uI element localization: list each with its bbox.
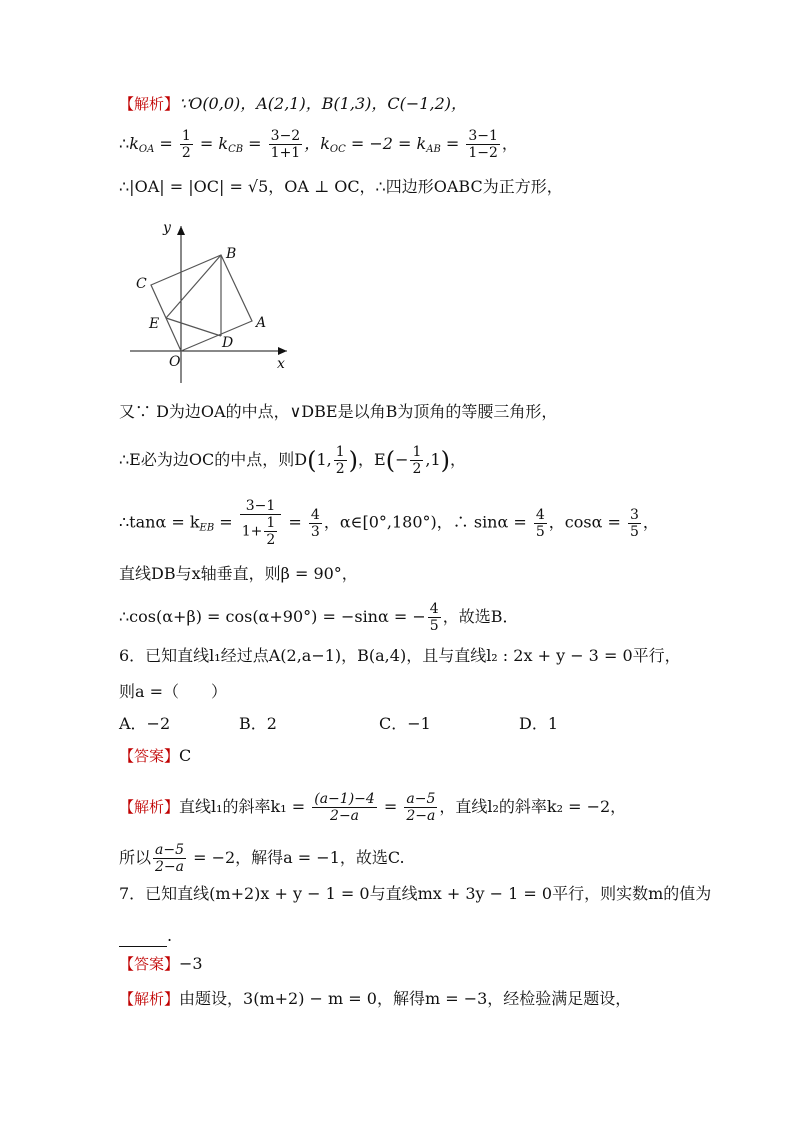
solution5-line7: 直线DB与x轴垂直，则β = 90°，: [119, 564, 358, 583]
analysis-tag: 【解析】: [119, 798, 180, 816]
point-e-y: ,1: [425, 450, 441, 469]
slope-subscript: EB: [199, 522, 215, 534]
question7-solution: [119, 988, 631, 1010]
fraction-cb: $\frac{3-2}{1+1}$: [270, 128, 301, 161]
midpoint-text: ∴E必为边OC的中点，则D: [119, 450, 308, 469]
solve-text: = −2，解得a = −1，故选C.: [188, 848, 405, 867]
slope-k-oc: ，k: [304, 134, 330, 153]
slope-k1: 直线l₁的斜率k₁ =: [179, 797, 311, 816]
comma: ，: [642, 512, 659, 532]
fraction-4-5: $\frac{4}{5}$: [535, 506, 545, 540]
question6-options: [119, 713, 639, 735]
cos-alpha: ，cosα =: [548, 512, 626, 532]
label-d: D: [222, 335, 234, 351]
square-oabc: [151, 255, 252, 351]
segment-be: [166, 255, 221, 318]
slope-subscript: AB: [426, 144, 441, 155]
fraction-4-5: $\frac{4}{5}$: [429, 601, 439, 634]
question6-answer: [119, 745, 191, 767]
minus: −: [395, 450, 409, 469]
answer-tag: 【答案】: [119, 747, 180, 765]
question6-solution2: [119, 842, 405, 875]
slope-subscript: OC: [329, 144, 346, 155]
slope-k2: ，直线l₂的斜率k₂ = −2，: [439, 797, 627, 816]
answer-value: −3: [179, 954, 203, 973]
fraction-half: $\frac{1}{2}$: [266, 515, 276, 548]
equals: =: [154, 134, 178, 153]
equals: =: [243, 134, 267, 153]
analysis-tag: 【解析】: [119, 95, 180, 113]
slope-k-ab: = −2 = k: [345, 134, 427, 153]
solution5-line1: [119, 93, 467, 115]
fraction-equation: $\frac{a-5}{2-a}$: [155, 842, 184, 875]
fraction-3-5: $\frac{3}{5}$: [630, 506, 639, 540]
fraction-ab: $\frac{3-1}{1-2}$: [468, 128, 498, 161]
slope-subscript: OA: [138, 144, 155, 155]
fraction-slope-k1: $\frac{(a-1)-4}{2-a}$: [314, 791, 375, 824]
equals: =: [214, 512, 238, 532]
answer-blank: [119, 932, 167, 947]
paren-close: ): [440, 446, 451, 475]
slope-subscript: CB: [228, 144, 244, 155]
equals: =: [440, 134, 465, 153]
points-text: ∵O(0,0)，A(2,1)，B(1,3)，C(−1,2)，: [179, 94, 467, 113]
label-y: y: [163, 220, 171, 236]
fraction-tan: 3−1 1+ $\frac{1}{2}$: [240, 498, 282, 548]
question7-stem1: 7．已知直线(m+2)x + y − 1 = 0与直线mx + 3y − 1 = 0平行，则实数m的值为: [119, 884, 712, 903]
x-axis-arrow: [278, 347, 287, 355]
option-d: D．1: [519, 714, 559, 733]
question7-stem2: [119, 925, 172, 947]
so-text: 所以: [119, 848, 152, 867]
square-figure: [127, 218, 299, 388]
paren-open: (: [385, 446, 396, 475]
answer-value: C: [179, 746, 192, 765]
solution5-line4: 又∵ D为边OA的中点，∨DBE是以角B为顶角的等腰三角形，: [119, 402, 558, 421]
slope-k-cb: = k: [194, 134, 229, 153]
comma: ，: [450, 450, 467, 469]
equals: =: [283, 512, 307, 532]
label-c: C: [136, 276, 147, 292]
fraction-d-y: $\frac{1}{2}$: [335, 444, 345, 477]
label-e: E: [149, 316, 160, 332]
fraction-4-3: $\frac{4}{3}$: [310, 506, 320, 540]
label-b: B: [226, 246, 237, 262]
point-d-x: 1,: [316, 450, 332, 469]
label-a: A: [256, 315, 267, 331]
question6-stem2: 则a =（ ）: [119, 682, 228, 701]
answer-tag: 【答案】: [119, 955, 180, 973]
option-a: A．−2: [119, 714, 171, 733]
y-axis-arrow: [177, 226, 185, 235]
analysis-tag: 【解析】: [119, 990, 180, 1008]
slope-k: k: [129, 134, 139, 153]
solution5-line6: [119, 498, 659, 548]
therefore-symbol: ∴: [119, 134, 130, 153]
comma: ，: [501, 134, 518, 153]
sin-alpha: ，α∈[0°,180°)，∴ sinα =: [323, 512, 532, 532]
solution-text: 由题设，3(m+2) − m = 0，解得m = −3，经检验满足题设，: [179, 989, 632, 1008]
label-x: x: [277, 356, 285, 372]
question6-solution1: [119, 791, 626, 824]
option-b: B．2: [239, 714, 277, 733]
label-o: O: [169, 354, 181, 370]
fraction-e-x: $\frac{1}{2}$: [412, 444, 422, 477]
tan-alpha: ∴tanα = k: [119, 512, 200, 532]
point-e-label: ，E: [358, 450, 386, 469]
equals: =: [378, 797, 403, 816]
period: .: [167, 926, 173, 945]
solution5-line5: [119, 444, 466, 477]
cos-sum: ∴cos(α+β) = cos(α+90°) = −sinα = −: [119, 607, 426, 626]
option-c: C．−1: [379, 714, 431, 733]
fraction-1-2: $\frac{1}{2}$: [181, 128, 191, 161]
solution5-line2: [119, 128, 518, 161]
choice-b: ，故选B．: [442, 607, 519, 626]
paren-close: ): [348, 446, 358, 475]
solution5-line8: [119, 601, 518, 634]
solution5-line3: ∴|OA| = |OC| = √5，OA ⊥ OC，∴四边形OABC为正方形，: [119, 177, 563, 196]
question7-answer: [119, 953, 203, 975]
segment-ed: [166, 318, 221, 336]
fraction-slope-k1-simplified: $\frac{a-5}{2-a}$: [406, 791, 436, 824]
question6-stem1: 6．已知直线l₁经过点A(2,a−1)，B(a,4)，且与直线l₂ : 2x + y − 3 = 0平行，: [119, 646, 681, 665]
paren-open: (: [307, 446, 317, 475]
